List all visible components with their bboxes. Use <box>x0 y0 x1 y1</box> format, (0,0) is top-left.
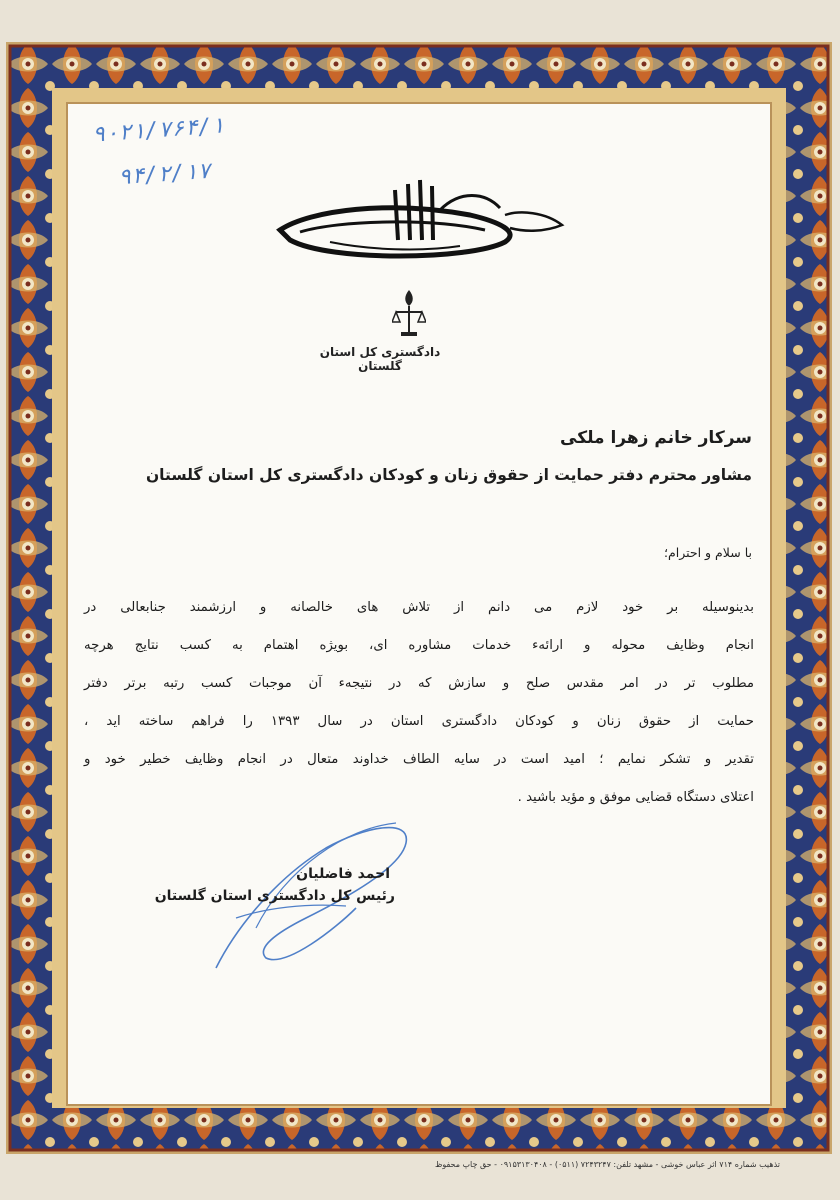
handwritten-date: ۹۴/۲/۱۷ <box>117 158 212 191</box>
body-line: بدینوسیله بر خود لازم می دانم از تلاش های خالصانه و ارزشمند جنابعالی در <box>84 600 754 615</box>
scales-of-justice-icon <box>392 288 426 338</box>
organization-name: دادگستری کل استان گلستان <box>319 345 441 373</box>
signatory-title: رئیس کل دادگستری استان گلستان <box>154 888 395 904</box>
addressee-position: مشاور محترم دفتر حمایت از حقوق زنان و کودکان دادگستری کل استان گلستان <box>145 466 752 484</box>
body-line: انجام وظایف محوله و ارائهء خدمات مشاوره ای، بویژه اهتمام به کسب نتایج هرچه <box>84 638 754 653</box>
body-line: مطلوب تر در امر مقدس صلح و سازش که در نتیجهء آن موجبات کسب رتبه برتر دفتر <box>84 676 754 691</box>
signatory-name: احمد فاضلیان <box>296 866 390 882</box>
footer-credit: تذهیب شماره ۷۱۴ اثر عباس خوشی - مشهد تلفن: ۷۲۴۳۲۴۷ (۰۵۱۱) - ۰۹۱۵۳۱۳۰۴۰۸ - حق چاپ محفوظ <box>434 1160 780 1169</box>
addressee-name: سرکار خانم زهرا ملکی <box>560 428 752 448</box>
body-line: اعتلای دستگاه قضایی موفق و مؤید باشید . <box>517 790 754 805</box>
greeting: با سلام و احترام؛ <box>664 545 752 560</box>
body-line: حمایت از حقوق زنان و کودکان دادگستری استان در سال ۱۳۹۳ را فراهم ساخته اید ، <box>84 714 754 729</box>
handwritten-number: ۹۰۲۱/۷۶۴/۱ <box>91 113 226 148</box>
calligraphy-seal <box>270 170 570 270</box>
body-line: تقدیر و تشکر نمایم ؛ امید است در سایه الطاف خداوند متعال در انجام وظایف خطیر خود و <box>84 752 754 767</box>
